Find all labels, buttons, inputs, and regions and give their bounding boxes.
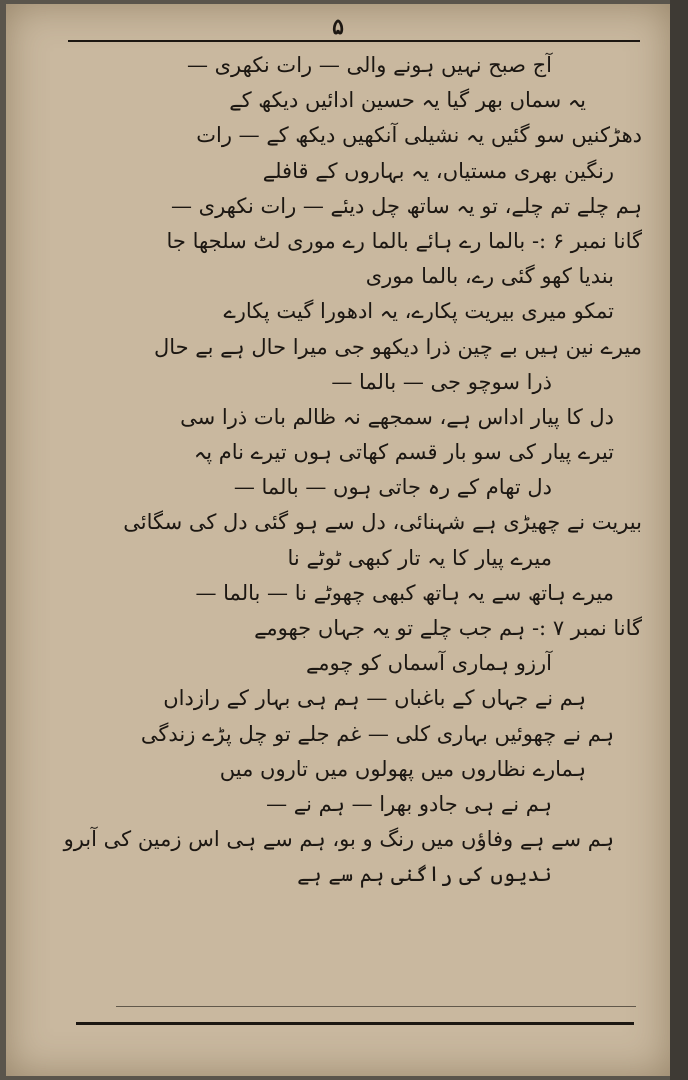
lyric-line: یہ سماں بھر گیا یہ حسین ادائیں دیکھ کے [229,88,586,113]
lyric-line: میرے ہاتھ سے یہ ہاتھ کبھی چھوٹے نا — بالما — [195,580,614,605]
lyric-line: دل تھام کے رہ جاتی ہوں — بالما — [233,475,552,500]
lyric-line: تیرے پیار کی سو بار قسم کھاتی ہوں تیرے نام پہ [193,440,614,465]
lyric-line: ہم سے ہے وفاؤں میں رنگ و بو، ہم سے ہی اس زمین کی آبرو [63,827,614,852]
top-rule [68,40,640,42]
lyric-line: آج صبح نہیں ہونے والی — رات نکھری — [186,53,552,77]
lyric-line: ہم نے ہی جادو بھرا — ہم نے — [266,791,552,816]
lyric-line: دل کا پیار اداس ہے، سمجھے نہ ظالم بات ذرا سی [180,404,614,429]
lyric-line: آرزو ہماری آسماں کو چومے [305,651,552,676]
lyric-line: ہم نے جہاں کے باغباں — ہم ہی بہار کے رازداں [163,686,586,711]
lyric-line: میرے نین ہیں بے چین ذرا دیکھو جی میرا حال ہے بے حال [153,334,642,359]
book-spine-edge [670,0,688,1080]
lyric-line: رنگین بھری مستیاں، یہ بہاروں کے قافلے [262,158,614,183]
book-page [6,4,670,1076]
page-number: ۵ [332,14,344,40]
lyric-line: ندیوں کی راگنی ہم سے ہے [297,862,552,887]
song-heading: گانا نمبر ۶ :- بالما رے ہائے بالما رے موری لٹ سلجھا جا [166,228,642,253]
song-heading: گانا نمبر ۷ :- ہم جب چلے تو یہ جہاں جھومے [254,616,642,640]
bottom-rule [76,1022,634,1025]
lyric-line: ہم چلے تم چلے، تو یہ ساتھ چل دیئے — رات نکھری — [170,193,642,218]
lyric-line: ہم نے چھوئیں بہاری کلی — غم جلے تو چل پڑے زندگی [140,721,614,746]
lyric-line: دھڑکنیں سو گئیں یہ نشیلی آنکھیں دیکھ کے — رات [196,123,642,148]
song-lyrics-block [50,48,642,893]
lyric-line: بندیا کھو گئی رے، بالما موری [365,264,614,289]
lyric-line: ہمارے نظاروں میں پھولوں میں تاروں میں [219,756,586,781]
lyric-line: ذرا سوچو جی — بالما — [331,369,552,394]
lyric-line: میرے پیار کا یہ تار کبھی ٹوٹے نا [287,545,552,570]
bottom-thin-rule [116,1006,636,1007]
lyric-line: بیریت نے چھیڑی ہے شہنائی، دل سے ہو گئی دل کی سگائی [123,510,642,535]
lyric-line: تمکو میری بیریت پکارے، یہ ادھورا گیت پکارے [223,299,614,324]
